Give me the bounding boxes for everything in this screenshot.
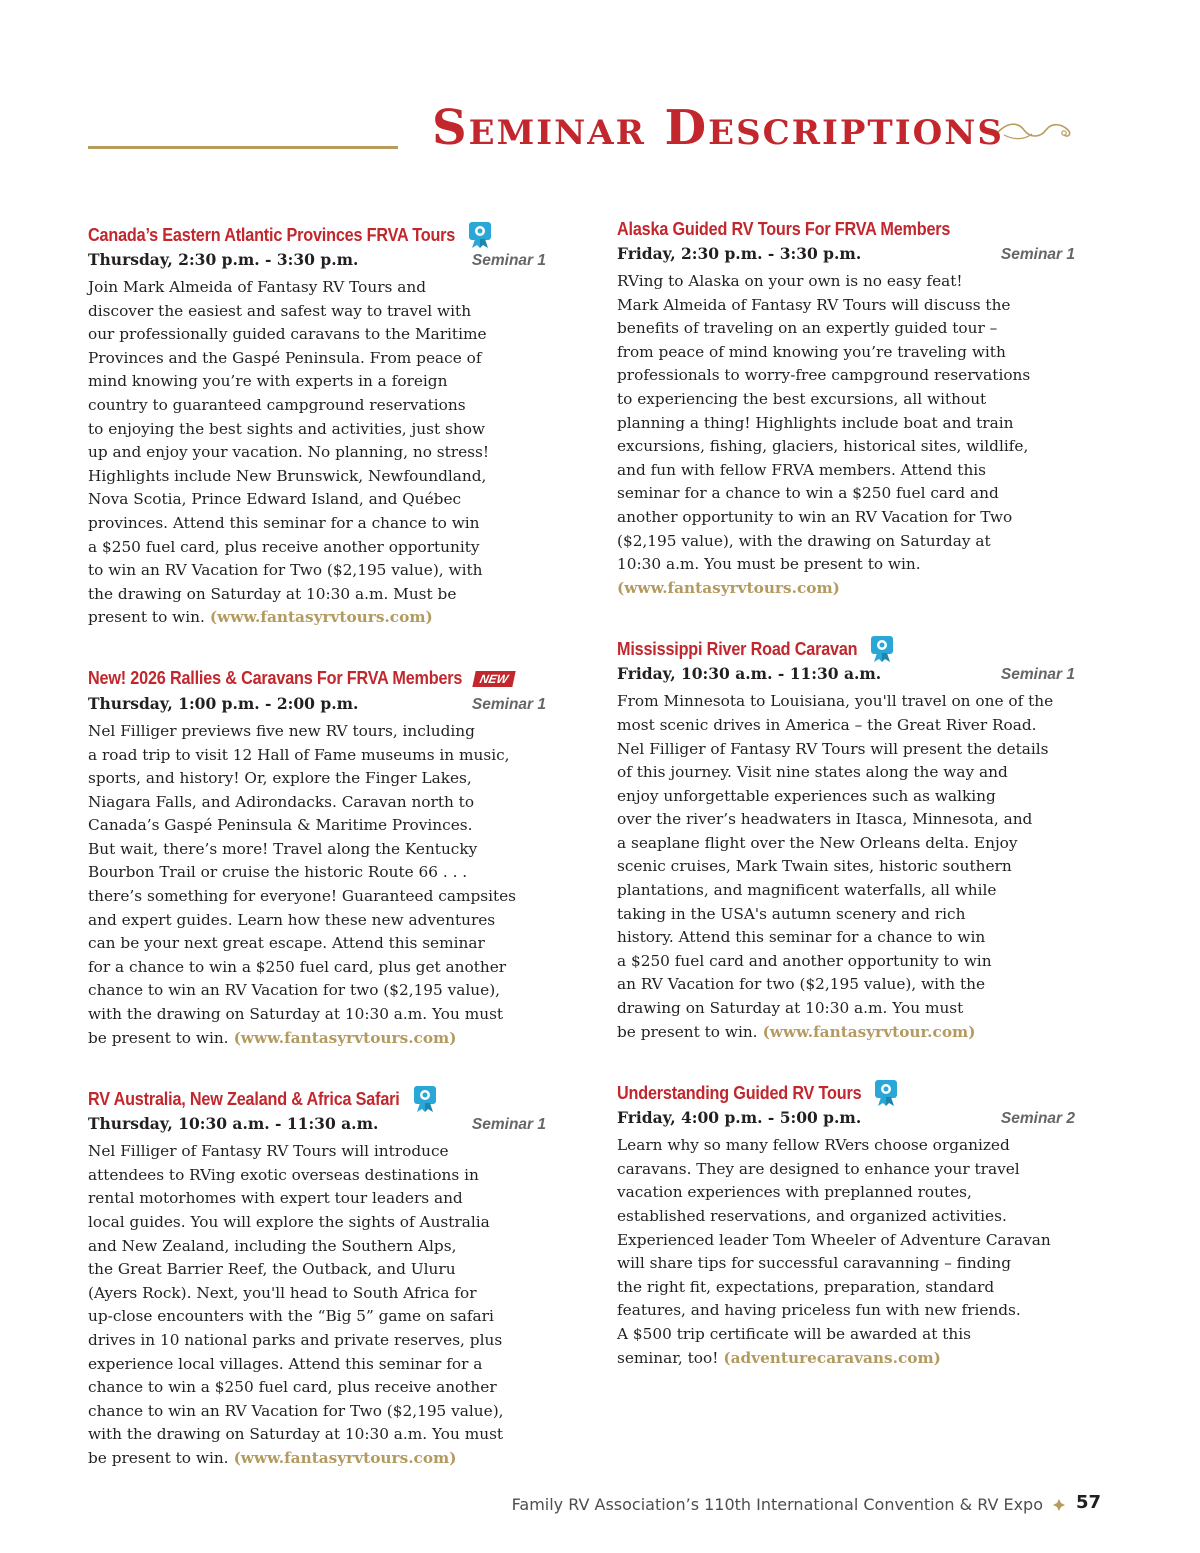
last-line: be present to win. (www.fantasyrvtours.com) — [88, 1448, 457, 1467]
seminar-url[interactable]: (www.fantasyrvtour.com) — [762, 1022, 976, 1041]
seminar-title: Alaska Guided RV Tours For FRVA Members — [617, 218, 951, 239]
seminar-time-row — [617, 1108, 1077, 1134]
seminar-time: Thursday, 2:30 p.m. - 3:30 p.m. — [88, 250, 359, 269]
seminar-url[interactable]: (adventurecaravans.com) — [723, 1348, 941, 1367]
page-number: 57 — [1076, 1492, 1102, 1513]
header-rule — [88, 146, 398, 149]
right-column — [617, 214, 1079, 1404]
flourish-ornament-icon — [996, 116, 1076, 146]
seminar-number: Seminar 1 — [471, 1116, 546, 1134]
seminar-description: From Minnesota to Louisiana, you'll travel on one of the most scenic drives in America – the Great River Road. Nel Filliger of Fantasy RV Tours will present the details of this journey. Visit nine states along the way and enjoy unforgettable experiences such as walking over the river’s headwaters in Itasca, Minnesota, and a seaplane flight over the New Orleans delta. Enjoy scenic cruises, Mark Twain sites, historic southern plantations, and magnificent waterfalls, all while taking in the USA's autumn scenery and rich history. Attend this seminar for a chance to win a $250 fuel card and another opportunity to win an RV Vacation for two ($2,195 value), with the drawing on Saturday at 10:30 a.m. You must be present to win. (www.fantasyrvtour.com) — [617, 690, 1079, 1044]
seminar-url[interactable]: (www.fantasyrvtours.com) — [233, 1448, 457, 1467]
seminar-time-row — [88, 694, 548, 720]
seminar-url[interactable]: (www.fantasyrvtours.com) — [617, 578, 840, 597]
ribbon-icon — [412, 1085, 438, 1113]
page-title: Seminar Descriptions — [432, 100, 1004, 156]
seminar-title-row — [88, 1084, 550, 1114]
seminar-number: Seminar 1 — [1000, 666, 1075, 684]
seminar-description: Join Mark Almeida of Fantasy RV Tours and discover the easiest and safest way to travel with our professionally guided caravans to the Maritime Provinces and the Gaspé Peninsula. From peace of mind knowing you’re with experts in a foreign country to guaranteed campground reservations to enjoying the best sights and activities, just show up and enjoy your vacation. No planning, no stress! Highlights include New Brunswick, Newfoundland, Nova Scotia, Prince Edward Island, and Québec provinces. Attend this seminar for a chance to win a $250 fuel card, plus receive another opportunity to win an RV Vacation for Two ($2,195 value), with the drawing on Saturday at 10:30 a.m. Must be present to win. (www.fantasyrvtours.com) — [88, 276, 550, 630]
seminar-title-row — [617, 1078, 1079, 1108]
seminar-title: New! 2026 Rallies & Caravans For FRVA Members — [88, 668, 463, 689]
seminar-time: Thursday, 10:30 a.m. - 11:30 a.m. — [88, 1114, 379, 1134]
page-header — [0, 0, 1200, 200]
seminar-time-row — [88, 1114, 548, 1140]
page-footer — [0, 1490, 1200, 1522]
diamond-ornament-icon — [1053, 1499, 1065, 1511]
seminar-url[interactable]: (www.fantasyrvtours.com) — [209, 608, 433, 627]
seminar-number: Seminar 1 — [471, 695, 546, 713]
seminar-australia-africa — [88, 1084, 550, 1470]
last-line: be present to win. (www.fantasyrvtours.com) — [88, 1028, 457, 1047]
seminar-time: Friday, 10:30 a.m. - 11:30 a.m. — [617, 664, 882, 684]
seminar-url[interactable]: (www.fantasyrvtours.com) — [233, 1028, 457, 1047]
seminar-title-row — [617, 634, 1079, 664]
seminar-description: Learn why so many fellow RVers choose organized caravans. They are designed to enhance your travel vacation experiences with preplanned routes, established reservations, and organized activities. Experienced leader Tom Wheeler of Adventure Caravan will share tips for successful caravanning – finding the right fit, expectations, preparation, standard features, and having priceless fun with new friends. A $500 trip certificate will be awarded at this seminar, too! (adventurecaravans.com) — [617, 1134, 1079, 1370]
new-badge: NEW — [473, 671, 516, 687]
ribbon-icon — [467, 221, 493, 249]
seminar-time: Friday, 2:30 p.m. - 3:30 p.m. — [617, 244, 862, 263]
url-line — [617, 577, 1079, 601]
seminar-time: Friday, 4:00 p.m. - 5:00 p.m. — [617, 1108, 862, 1128]
ribbon-icon — [873, 1079, 899, 1107]
seminar-time-row — [88, 250, 548, 276]
seminar-description: RVing to Alaska on your own is no easy feat! Mark Almeida of Fantasy RV Tours will discuss the benefits of traveling on an expertly guided tour – from peace of mind knowing you’re traveling with professionals to worry-free campground reservations to experiencing the best excursions, all without planning a thing! Highlights include boat and train excursions, fishing, glaciers, historical sites, wildlife, and fun with fellow FRVA members. Attend this seminar for a chance to win a $250 fuel card and another opportunity to win an RV Vacation for Two ($2,195 value), with the drawing on Saturday at 10:30 a.m. You must be present to win. (www.fantasyrvtours.com) — [617, 270, 1079, 600]
left-column — [88, 220, 550, 1505]
seminar-title: Understanding Guided RV Tours — [617, 1082, 862, 1103]
seminar-title: Mississippi River Road Caravan — [617, 638, 858, 659]
seminar-title-row — [617, 214, 1079, 244]
seminar-mississippi — [617, 634, 1079, 1044]
seminar-title-row — [88, 664, 550, 694]
seminar-understanding-guided — [617, 1078, 1079, 1370]
seminar-number: Seminar 1 — [471, 252, 546, 269]
ribbon-icon — [869, 635, 895, 663]
seminar-time: Thursday, 1:00 p.m. - 2:00 p.m. — [88, 693, 359, 713]
seminar-description: Nel Filliger of Fantasy RV Tours will introduce attendees to RVing exotic overseas destinations in rental motorhomes with expert tour leaders and local guides. You will explore the sights of Australia and New Zealand, including the Southern Alps, the Great Barrier Reef, the Outback, and Uluru (Ayers Rock). Next, you'll head to South Africa for up-close encounters with the “Big 5” game on safari drives in 10 national parks and private reserves, plus experience local villages. Attend this seminar for a chance to win a $250 fuel card, plus receive another chance to win an RV Vacation for Two ($2,195 value), with the drawing on Saturday at 10:30 a.m. You must be present to win. (www.fantasyrvtours.com) — [88, 1140, 550, 1470]
seminar-time-row — [617, 664, 1077, 690]
seminar-description: Nel Filliger previews five new RV tours, including a road trip to visit 12 Hall of Fame museums in music, sports, and history! Or, explore the Finger Lakes, Niagara Falls, and Adirondacks. Caravan north to Canada’s Gaspé Peninsula & Maritime Provinces. But wait, there’s more! Travel along the Kentucky Bourbon Trail or cruise the historic Route 66 . . . there’s something for everyone! Guaranteed campsites and expert guides. Learn how these new adventures can be your next great escape. Attend this seminar for a chance to win a $250 fuel card, plus get another chance to win an RV Vacation for two ($2,195 value), with the drawing on Saturday at 10:30 a.m. You must be present to win. (www.fantasyrvtours.com) — [88, 720, 550, 1050]
seminar-canada-atlantic — [88, 220, 550, 630]
footer-text: Family RV Association’s 110th International Convention & RV Expo — [511, 1495, 1043, 1514]
seminar-title: RV Australia, New Zealand & Africa Safari — [88, 1088, 400, 1109]
last-line: present to win. (www.fantasyrvtours.com) — [88, 608, 433, 627]
seminar-number: Seminar 2 — [1000, 1110, 1075, 1128]
last-line: seminar, too! (adventurecaravans.com) — [617, 1348, 941, 1367]
last-line: be present to win. (www.fantasyrvtour.com) — [617, 1022, 976, 1041]
seminar-title-row — [88, 220, 550, 250]
seminar-number: Seminar 1 — [1000, 246, 1075, 263]
seminar-time-row — [617, 244, 1077, 270]
seminar-title: Canada’s Eastern Atlantic Provinces FRVA Tours — [88, 224, 456, 245]
seminar-new-2026-rallies — [88, 664, 550, 1050]
seminar-alaska — [617, 214, 1079, 600]
